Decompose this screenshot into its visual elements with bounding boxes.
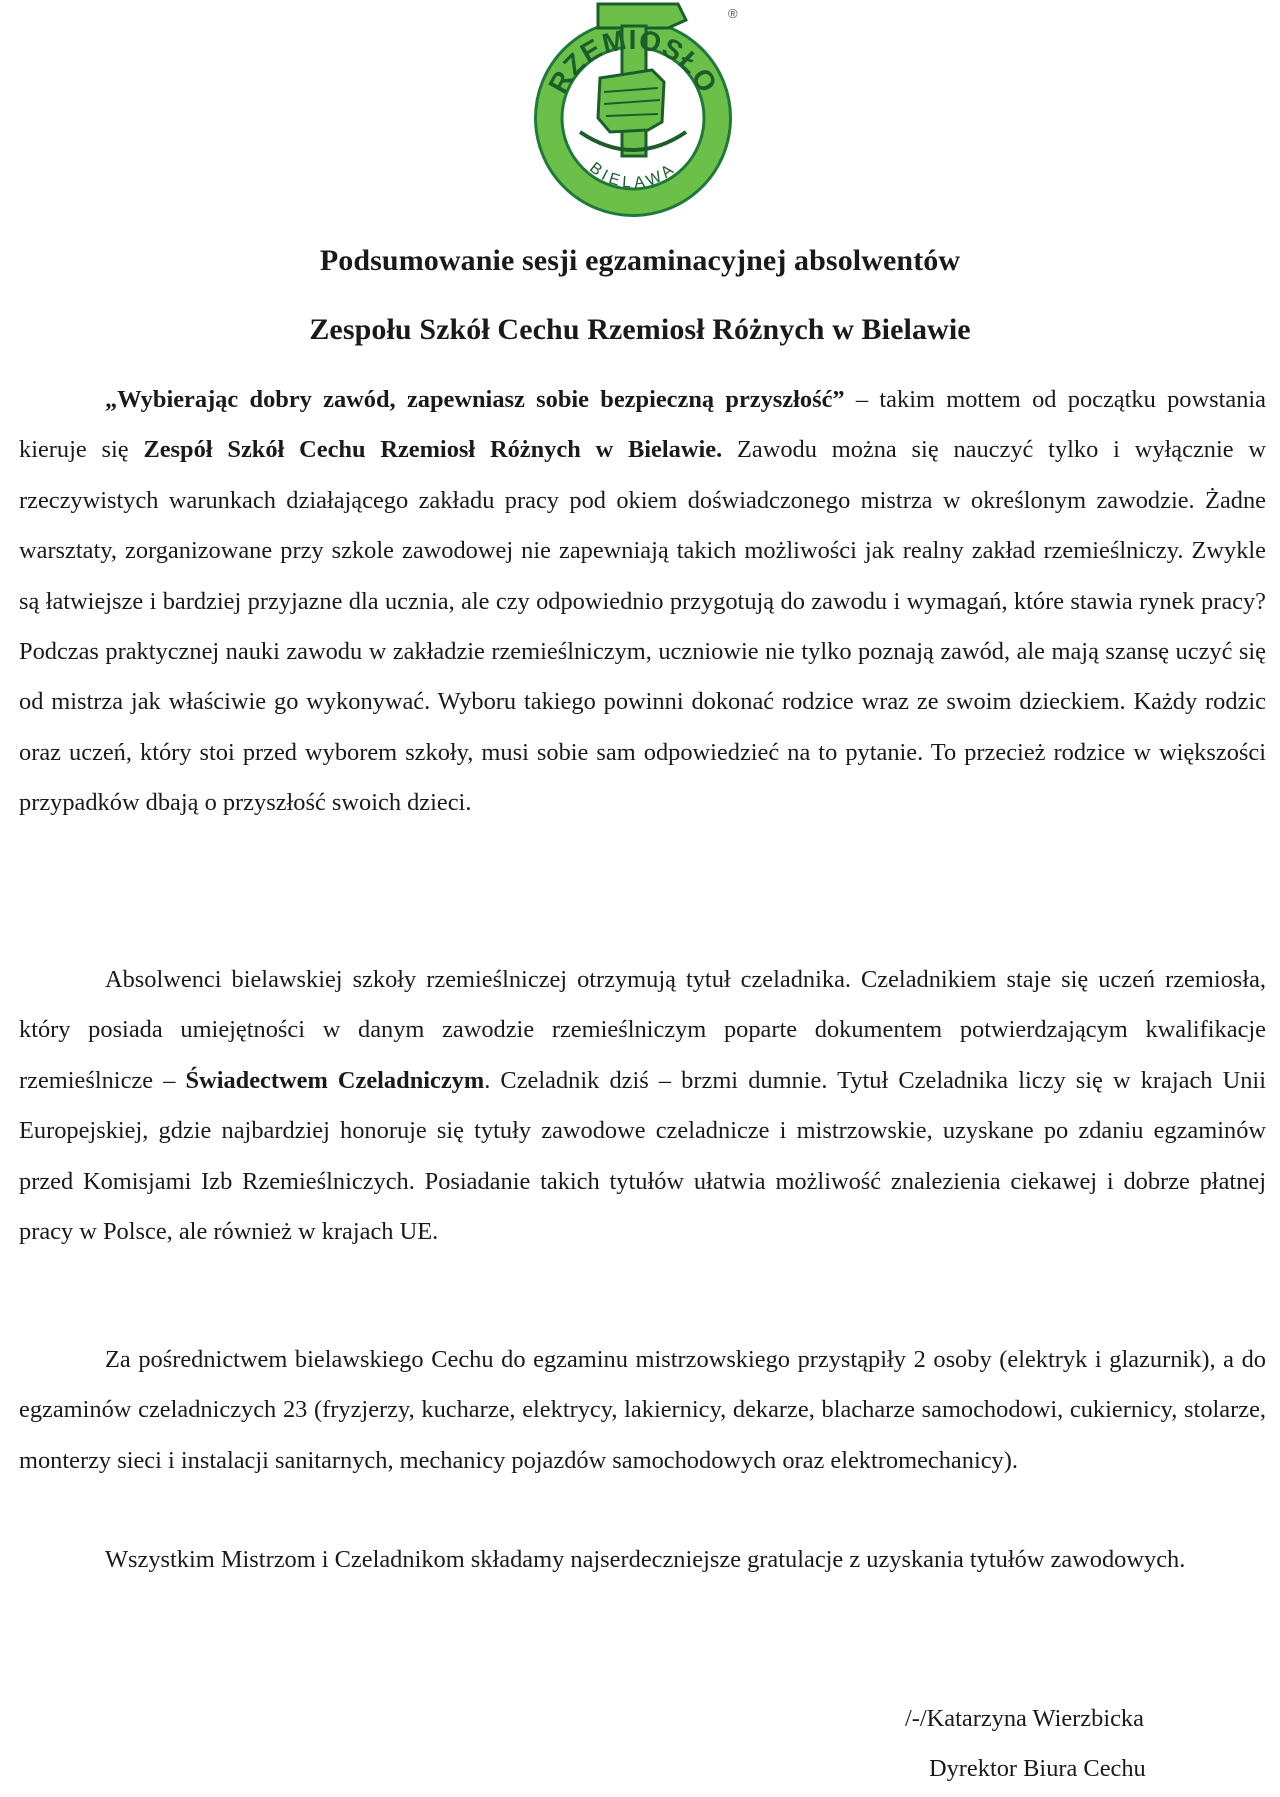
document-title-line2: Zespołu Szkół Cechu Rzemiosł Różnych w Bielawie	[309, 313, 971, 346]
paragraph-congratulations-text: Wszystkim Mistrzom i Czeladnikom składamy najserdeczniejsze gratulacje z uzyskania tytułów zawodowych.	[105, 1546, 1186, 1573]
logo-bottom-text: BIELAWA	[586, 159, 680, 192]
signature-name: /-/Katarzyna Wierzbicka	[905, 1705, 1144, 1732]
signature-role: Dyrektor Biura Cechu	[929, 1755, 1146, 1782]
motto-text: „Wybierając dobry zawód, zapewniasz sobie bezpieczną przyszłość”	[105, 386, 845, 413]
signature-block	[905, 1694, 1146, 1794]
certificate-name: Świadectwem Czeladniczym	[185, 1066, 485, 1094]
document-title-line1: Podsumowanie sesji egzaminacyjnej absolwentów	[319, 244, 961, 277]
logo-top-text: RZEMIOSŁO	[542, 23, 724, 99]
paragraph-intro-part1: – takim mottem od początku powstania kieruje się	[19, 386, 1266, 464]
logo-emblem	[518, 0, 748, 222]
paragraph-intro	[19, 375, 1266, 829]
paragraph-graduates-part2: . Czeladnik dziś – brzmi dumnie. Tytuł Czeladnika liczy się w krajach Unii Europejskiej, gdzie najbardziej honoruje się tytuły zawodowe czeladnicze i mistrzowskie, uzyskane po zdaniu egzaminów przed Komisjami Izb Rzemieślniczych. Posiadanie takich tytułów ułatwia możliwość znalezienia ciekawej i dobrze płatnej pracy w Polsce, ale również w krajach UE.	[19, 1066, 1266, 1246]
registered-mark: ®	[728, 6, 738, 21]
paragraph-exams-text: Za pośrednictwem bielawskiego Cechu do egzaminu mistrzowskiego przystąpiły 2 osoby (elektryk i glazurnik), a do egzaminów czeladniczych 23 (fryzjerzy, kucharze, elektrycy, lakiernicy, dekarze, blacharze samochodowi, cukiernicy, stolarze, monterzy sieci i instalacji sanitarnych, mechanicy pojazdów samochodowych oraz elektromechanicy).	[19, 1346, 1266, 1474]
school-name: Zespół Szkół Cechu Rzemiosł Różnych w Bielawie.	[143, 436, 723, 464]
paragraph-intro-part2: Zawodu można się nauczyć tylko i wyłącznie w rzeczywistych warunkach działającego zakładu pracy pod okiem doświadczonego mistrza w określonym zawodzie. Żadne warsztaty, zorganizowane przy szkole zawodowej nie zapewniają takich możliwości jak realny zakład rzemieślniczy. Zwykle są łatwiejsze i bardziej przyjazne dla ucznia, ale czy odpowiednio przygotują do zawodu i wymagań, które stawia rynek pracy? Podczas praktycznej nauki zawodu w zakładzie rzemieślniczym, uczniowie nie tylko poznają zawód, ale mają szansę uczyć się od mistrza jak właściwie go wykonywać. Wyboru takiego powinni dokonać rodzice wraz ze swoim dzieckiem. Każdy rodzic oraz uczeń, który stoi przed wyborem szkoły, musi sobie sam odpowiedzieć na to pytanie. To przecież rodzice w większości przypadków dbają o przyszłość swoich dzieci.	[19, 436, 1266, 817]
paragraph-graduates	[19, 955, 1266, 1257]
paragraph-graduates-part1: Absolwenci bielawskiej szkoły rzemieślniczej otrzymują tytuł czeladnika. Czeladnikiem staje się uczeń rzemiosła, który posiada umiejętności w danym zawodzie rzemieślniczym poparte dokumentem potwierdzającym kwalifikacje rzemieślnicze –	[19, 966, 1266, 1094]
rzemioslo-logo	[518, 0, 748, 222]
paragraph-exams	[19, 1335, 1266, 1486]
paragraph-congratulations	[19, 1535, 1266, 1585]
